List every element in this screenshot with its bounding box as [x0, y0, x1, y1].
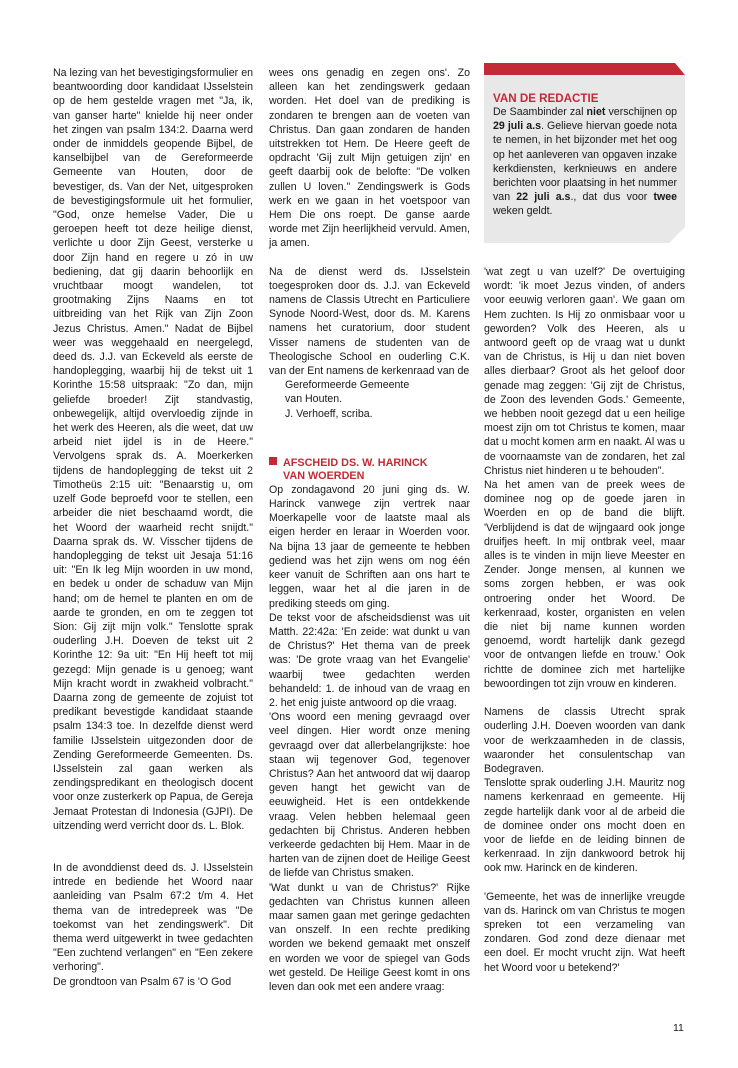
redactie-body — [493, 105, 677, 219]
redactie-title: VAN DE REDACTIE — [493, 92, 599, 105]
signature-line: van Houten. — [285, 393, 343, 406]
redactie-accent-band — [484, 63, 685, 75]
redactie-text: ., dat dus voor — [570, 191, 654, 204]
redactie-text: . Gelieve hiervan goede nota te nemen, in het bijzonder met het oog op het aanleveren van opgaven inzake kerkdiensten, kerknieuws en andere berichten voor plaatsing in het nummer van — [493, 120, 677, 204]
paragraph: 'wat zegt u van uzelf?' De overtuiging wordt: 'ik moet Jezus vinden, of anders voor eeuwig verloren gaan'. We gaan om Hem zuchten. Is Hij zo onmisbaar voor u geworden? Volk des Heeren, als u antwoord geeft op de vraag wat u dunkt van de Christus, is Hij u dan niet boven alles dierbaar? Groot als het geloof door genade mag zeggen: 'Gij zijt de Christus, de Zoon des levenden Gods.' Gemeente, we hebben nooit gezegd dat u een heilige moest zijn om tot Christus te komen, maar dat u mocht komen arm en naakt. Al was u de voornaamste van de zondaren, het zal Christus niet hinderen u te behouden". — [484, 266, 685, 477]
section-heading — [269, 457, 470, 483]
paragraph: Op zondagavond 20 juni ging ds. W. Harinck vanwege zijn vertrek naar Moerkapelle voor de laatste maal als eigen herder en leraar in Woerden voor. Na bijna 13 jaar de gemeente te hebben gediend was het zijn wens om nog één keer vanuit de Schriften aan ons hart te leggen, waar het al die jaren in de prediking steeds om ging. — [269, 483, 470, 610]
paragraph: Tenslotte sprak ouderling J.H. Mauritz nog namens kerkenraad en gemeente. Hij zegde hartelijk dank voor al de arbeid die de dominee onder ons mocht doen en voor de liefde en de leiding binnen de kerkenraad. In zijn dankwoord betrok hij ook mw. Harinck en de kinderen. — [484, 777, 685, 875]
redactie-text: verschijnen op — [605, 106, 677, 118]
paragraph: 'Gemeente, het was de innerlijke vreugde van ds. Harinck om van Christus te mogen spreken tot een verzameling van zondaren. God zond deze dienaar met een doel. Er mocht vrucht zijn. Wat heeft het Woord voor u betekend?' — [484, 890, 685, 974]
heading-line: VAN WOERDEN — [283, 469, 365, 482]
redactie-text: De Saambinder zal — [493, 106, 587, 118]
article-column-1 — [53, 66, 253, 989]
paragraph: De grondtoon van Psalm 67 is 'O God — [53, 975, 232, 988]
heading-square-icon — [269, 457, 277, 465]
page-number: 11 — [673, 1022, 684, 1034]
redactie-emphasis: 29 juli a.s — [493, 120, 541, 133]
paragraph: Na lezing van het bevestigingsformulier en beantwoording door kandidaat IJsselstein op de hem gestelde vragen met "Ja, ik, van ganser harte" knielde hij neer onder het zingen van psalm 134:2. Daarna werd onder de inmiddels geopende Bijbel, de kanselbijbel van de Gereformeerde Gemeente van Houten, door de bevestiger, ds. Van der Net, uitgesproken de bevestigingsformule uit het formulier, "God, onze hemelse Vader, Die u geroepen heeft tot deze heilige dienst, verlichte u door Zijn Geest, versterke u door Zijn hand en regere u zó in uw bediening, dat gij daarin behoorlijk en vruchtbaar moogt wandelen, tot grootmaking Zijns Naams en tot uitbreiding van het Rijk van Zijn Zoon Jezus Christus. Amen." Nadat de Bijbel weer was weggehaald en neergelegd, deed ds. J.J. van Eckeveld als eerste de handoplegging, waarbij hij de tekst uit 1 Korinthe 15:58 uitspraak: "Zo dan, mijn geliefde broeder! Zijt standvastig, onbewegelijk, altijd overvloedig zijnde in het werk des Heeren, als die weet, dat uw arbeid niet ijdel is in de Heere." Vervolgens sprak ds. A. Moerkerken tijdens de handoplegging de tekst uit 2 Timotheüs 2:15 uit: "Benaarstig u, om uzelf Gode beproefd voor te stellen, een arbeider die niet beschaamd wordt, die het Woord der waarheid recht snijdt." Daarna sprak ds. W. Visscher tijdens de handoplegging de tekst uit Jesaja 51:16 uit: "En Ik leg Mijn woorden in uw mond, en bedek u onder de schaduw van Mijn hand; om de hemel te planten en om de aarde te gronden, en om te zeggen tot Sion: Gij zijt mijn volk." Tenslotte sprak ouderling J.H. Doeven de tekst uit 2 Korinthe 12: 9a uit: "En Hij heeft tot mij gezegd: Mijn genade is u genoeg; want Mijn kracht wordt in zwakheid volbracht." Daarna zong de gemeente de zojuist tot predikant bevestigde kandidaat staande psalm 134:3 toe. In dezelfde dienst werd familie IJsselstein uitgezonden door de Zending Gereformeerde Gemeenten. Ds. IJsselstein zal gaan werken als zendingspredikant en theologisch docent voor onze zusterkerk op Papua, de Gereja Jemaat Protestan di Indonesia (GJPI). De uitzending werd verricht door ds. L. Blok. — [53, 67, 253, 832]
redactie-emphasis: 22 juli a.s — [516, 191, 571, 204]
redactie-text: weken geldt. — [493, 205, 553, 218]
signature-line: J. Verhoeff, scriba. — [285, 407, 373, 420]
article-column-2 — [269, 66, 470, 994]
paragraph: In de avonddienst deed ds. J. IJsselstein intrede en bediende het Woord naar aanleiding van Psalm 67:2 t/m 4. Het thema van de intredepreek was "De toekomst van het zendingswerk". Dit thema werd uitgewerkt in twee gedachten "Een zuchtend verlangen" en "Een zekere verhoring". — [53, 861, 253, 974]
paragraph: De tekst voor de afscheidsdienst was uit Matth. 22:42a: 'En zeide: wat dunkt u van de Christus?' Het thema van de preek was: 'De grote vraag van het Evangelie' waarbij twee gedachten werden behandeld: 1. de inhoud van de vraag en 2. het enig juiste antwoord op die vraag. — [269, 611, 470, 709]
heading-line: AFSCHEID DS. W. HARINCK — [283, 456, 428, 469]
article-column-3 — [484, 265, 685, 975]
redactie-box — [484, 75, 685, 243]
paragraph: 'Wat dunkt u van de Christus?' Rijke gedachten van Christus kunnen alleen maar samen gaan met geringe gedachten van onszelf. In een rechte prediking worden we bekend gemaakt met onszelf en worden we voor de spiegel van Gods wet gesteld. De Heilige Geest komt in ons leven dan ook met een andere vraag: — [269, 881, 470, 993]
redactie-emphasis: twee — [653, 191, 678, 204]
paragraph: Namens de classis Utrecht sprak ouderling J.H. Doeven woorden van dank voor de werkzaamheden in de classis, waaronder het consulentschap van Bodegraven. — [484, 706, 685, 775]
paragraph: wees ons genadig en zegen ons'. Zo alleen kan het zendingswerk gedaan worden. Het doel van de prediking is zondaren te brengen aan de voeten van Christus. Dan gaan zondaren de handen uitstrekken tot Hem. De Heere geeft de opdracht 'Gij zult Mijn getuigen zijn' en geeft daarbij ook de belofte: "De volken zullen U loven." Zendingswerk is Gods werk en we gaan in het voetspoor van Hem Die ons roept. De ganse aarde worde met Zijn heerlijkheid vervuld. Amen, ja amen. — [269, 67, 470, 250]
paragraph: Na het amen van de preek wees de dominee nog op de goede jaren in Woerden en op de band die blijft. 'Verblijdend is dat de wijngaard ook jonge druifjes heeft. In mij ontbrak veel, maar alles is te vinden in mijn lieve Meester en Zender. Jonge mensen, al kunnen we soms zorgen hebben, er was ook ontroering onder het Woord. De kerkenraad, koster, organisten en velen die niet bij name kunnen worden genoemd, wordt hartelijk dank gezegd voor de ontvangen liefde en trouw.' Ook richtte de dominee zich met hartelijke bewoordingen tot zijn vrouw en kinderen. — [484, 479, 685, 690]
paragraph: Na de dienst werd ds. IJsselstein toegesproken door ds. J.J. van Eckeveld namens de Classis Utrecht en Particuliere Synode Noord-West, door ds. M. Karens namens het curatorium, door student Visser namens de studenten van de Theologische School en ouderling C.K. van der Ent namens de kerkenraad van de — [269, 265, 470, 378]
signature-line: Gereformeerde Gemeente — [285, 379, 410, 392]
redactie-emphasis: niet — [586, 106, 606, 118]
paragraph: 'Ons woord een mening gevraagd over veel dingen. Hier wordt onze mening gevraagd over dat allerbelangrijkste: hoe staan wij tegenover God, tegenover Christus? Aan het antwoord dat wij daarop geven hangt het gewicht van de eeuwigheid. Het is een ontdekkende vraag. Velen hebben helemaal geen gedachten bij Christus. Anderen hebben verkeerde gedachten bij Hem. Maar in de harten van de zijnen doet de Heilige Geest de liefde van Christus smaken. — [269, 711, 470, 880]
